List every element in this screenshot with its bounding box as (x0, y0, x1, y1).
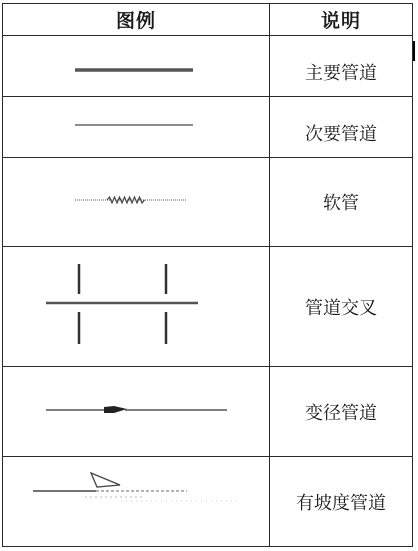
header-symbol: 图例 (3, 4, 270, 36)
table-header-row (3, 4, 413, 36)
coil-line-icon (3, 158, 270, 246)
header-description: 说明 (270, 4, 413, 36)
text-cursor (413, 41, 415, 61)
description-cell (270, 247, 413, 367)
thick-line-icon (3, 36, 270, 96)
row-description: 软管 (323, 193, 359, 214)
reducer-line-icon (3, 367, 270, 456)
description-cell (270, 367, 413, 457)
table-row (3, 97, 413, 158)
symbol-cell (3, 247, 270, 367)
row-description: 管道交叉 (305, 297, 377, 319)
description-cell (270, 457, 413, 547)
pipe-legend-table (2, 3, 413, 547)
symbol-cell (3, 457, 270, 547)
row-description: 主要管道 (305, 63, 377, 84)
description-cell (270, 36, 413, 97)
row-description: 有坡度管道 (296, 492, 386, 514)
thin-line-icon (3, 97, 270, 157)
table-row (3, 36, 413, 97)
table-row (3, 367, 413, 457)
table-row (3, 158, 413, 247)
crossing-pipes-icon (3, 247, 270, 366)
symbol-cell (3, 158, 270, 247)
symbol-cell (3, 36, 270, 97)
description-cell (270, 97, 413, 158)
symbol-cell (3, 97, 270, 158)
description-cell (270, 158, 413, 247)
row-description: 变径管道 (305, 402, 377, 424)
slope-line-icon (3, 457, 270, 546)
table-row (3, 457, 413, 547)
row-description: 次要管道 (305, 124, 377, 145)
table-row (3, 247, 413, 367)
symbol-cell (3, 367, 270, 457)
